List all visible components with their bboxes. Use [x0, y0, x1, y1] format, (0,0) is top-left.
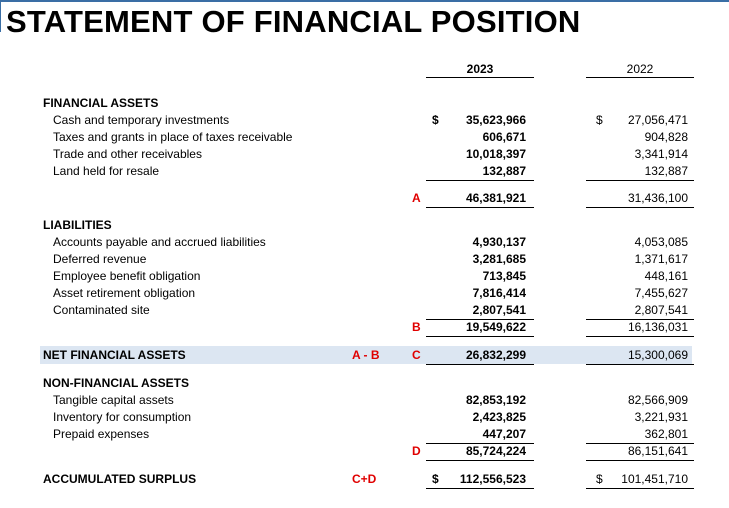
value-2023: 2,807,541 [472, 303, 526, 317]
value-2022: 448,161 [644, 269, 688, 283]
total-value-2022: 16,136,031 [627, 320, 688, 334]
row-label: Contaminated site [53, 303, 150, 317]
page-title: STATEMENT OF FINANCIAL POSITION [6, 4, 581, 39]
total-marker: A [412, 191, 421, 205]
value-2022: 3,221,931 [634, 410, 688, 424]
table-row [0, 163, 729, 180]
value-2022: 1,371,617 [634, 252, 688, 266]
dollar-sign-2022: $ [596, 113, 603, 127]
table-row [0, 392, 729, 409]
formula-label: C+D [352, 472, 377, 486]
total-value-2022: 86,151,641 [627, 444, 688, 458]
value-2022: 7,455,627 [634, 286, 688, 300]
total-rule-2023 [426, 460, 534, 461]
accumulated-surplus-row [0, 471, 729, 488]
header-underline-2022 [586, 77, 694, 78]
total-value-2022: 15,300,069 [627, 348, 688, 362]
column-header-2022: 2022 [626, 62, 654, 76]
value-2022: 3,341,914 [634, 147, 688, 161]
value-2022: 362,801 [644, 427, 688, 441]
value-2022: 27,056,471 [627, 113, 688, 127]
total-rule-2022 [586, 207, 694, 208]
total-value-2022: 101,451,710 [621, 472, 688, 486]
table-row [0, 302, 729, 319]
total-value-2023: 112,556,523 [459, 472, 526, 486]
value-2023: 82,853,192 [465, 393, 526, 407]
row-label: Prepaid expenses [53, 427, 150, 441]
dollar-sign-2022: $ [596, 472, 603, 486]
section-heading-non-financial-assets [0, 375, 729, 392]
formula-label: A - B [352, 348, 380, 362]
value-2023: 4,930,137 [472, 235, 526, 249]
value-2022: 2,807,541 [634, 303, 688, 317]
total-row-financial-assets [0, 190, 729, 207]
total-value-2023: 46,381,921 [465, 191, 526, 205]
total-rule-2022 [586, 336, 694, 337]
table-row [0, 129, 729, 146]
row-label: Employee benefit obligation [53, 269, 201, 283]
subtotal-rule-2023 [426, 180, 534, 181]
row-label: Tangible capital assets [53, 393, 174, 407]
total-marker: C [412, 348, 421, 362]
table-row [0, 251, 729, 268]
top-border-line [0, 0, 729, 2]
subtotal-rule-2022 [586, 180, 694, 181]
section-heading-label: NON-FINANCIAL ASSETS [43, 376, 190, 390]
total-value-2023: 26,832,299 [465, 348, 526, 362]
value-2023: 2,423,825 [472, 410, 526, 424]
table-row [0, 146, 729, 163]
dollar-sign-2023: $ [432, 113, 439, 127]
left-border-line [0, 2, 1, 32]
total-rule-2023 [426, 364, 534, 365]
table-row [0, 426, 729, 443]
header-underline-2023 [426, 77, 534, 78]
value-2023: 35,623,966 [465, 113, 526, 127]
section-heading-label: FINANCIAL ASSETS [43, 96, 159, 110]
row-label: Land held for resale [53, 164, 160, 178]
final-rule-2023 [426, 488, 534, 489]
total-value-2023: 85,724,224 [465, 444, 526, 458]
value-2023: 713,845 [482, 269, 526, 283]
total-rule-2023 [426, 207, 534, 208]
row-label: ACCUMULATED SURPLUS [43, 472, 197, 486]
column-header-2023: 2023 [466, 62, 494, 76]
total-value-2022: 31,436,100 [627, 191, 688, 205]
value-2023: 3,281,685 [472, 252, 526, 266]
dollar-sign-2023: $ [432, 472, 439, 486]
row-label: Inventory for consumption [53, 410, 192, 424]
total-rule-2023 [426, 336, 534, 337]
value-2022: 82,566,909 [627, 393, 688, 407]
total-rule-2022 [586, 364, 694, 365]
row-label: Asset retirement obligation [53, 286, 196, 300]
net-financial-assets-row [0, 347, 729, 364]
table-row [0, 234, 729, 251]
value-2023: 10,018,397 [465, 147, 526, 161]
final-rule-2022 [586, 488, 694, 489]
row-label: Deferred revenue [53, 252, 147, 266]
total-row-liabilities [0, 319, 729, 336]
table-row [0, 268, 729, 285]
value-2022: 4,053,085 [634, 235, 688, 249]
value-2022: 132,887 [644, 164, 688, 178]
section-heading-liabilities [0, 217, 729, 234]
table-row [0, 409, 729, 426]
section-heading-label: LIABILITIES [43, 218, 112, 232]
value-2023: 132,887 [482, 164, 526, 178]
section-heading-financial-assets [0, 95, 729, 112]
row-label: Cash and temporary investments [53, 113, 230, 127]
value-2023: 447,207 [482, 427, 526, 441]
total-value-2023: 19,549,622 [465, 320, 526, 334]
row-label: Accounts payable and accrued liabilities [53, 235, 266, 249]
total-row-non-financial-assets [0, 443, 729, 460]
row-label: Taxes and grants in place of taxes receivable [53, 130, 293, 144]
value-2023: 606,671 [482, 130, 526, 144]
row-label: NET FINANCIAL ASSETS [43, 348, 186, 362]
total-marker: D [412, 444, 421, 458]
total-marker: B [412, 320, 421, 334]
table-row [0, 112, 729, 129]
row-label: Trade and other receivables [53, 147, 202, 161]
table-row [0, 285, 729, 302]
total-rule-2022 [586, 460, 694, 461]
value-2022: 904,828 [644, 130, 688, 144]
value-2023: 7,816,414 [472, 286, 526, 300]
